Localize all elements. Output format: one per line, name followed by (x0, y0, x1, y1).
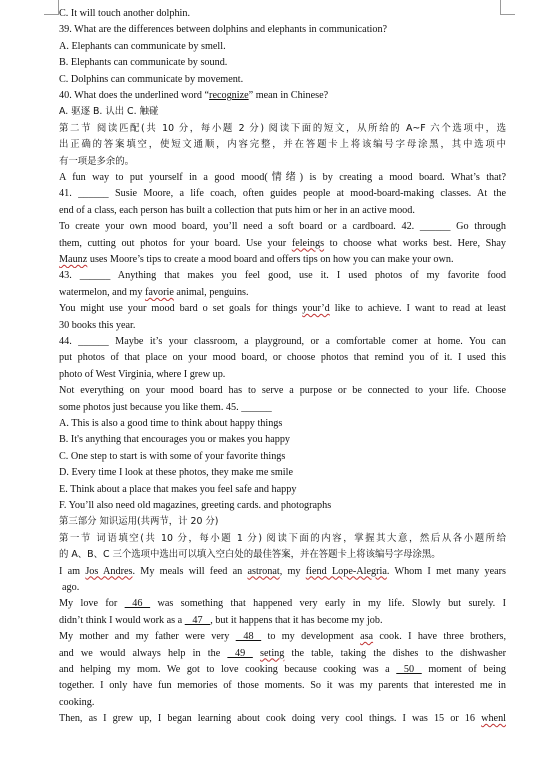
text-line: E. Think about a place that makes you feel safe and happy (59, 483, 297, 495)
text-line: 第一节 词语填空(共 10 分，每小题 1 分) 阅读下面的内容，掌握其大意，然后从各小题所给 (59, 532, 506, 544)
text-line: some photos just because you like them. 45. ______ (59, 401, 272, 413)
text-line: ago. (62, 582, 80, 594)
text-line: photo of West Virginia, where I grew up. (59, 368, 226, 380)
text-line: put photos of that place on your mood board, or choose photos that remind you of it. I used this (59, 352, 506, 364)
text-line: Not everything on your mood board has to serve a purpose or be connected to your life. Choose (59, 385, 506, 397)
text-line: watermelon, and my favorie animal, penguins. (59, 286, 249, 298)
text-line: 41. ______ Susie Moore, a life coach, often guides people at mood-board-making classes. At the (59, 188, 506, 200)
text-line: end of a class, each person has built a collection that puts him or her in an active mood. (59, 204, 415, 216)
text-line: cooking. (59, 696, 95, 708)
text-line: 40. What does the underlined word “recognize” mean in Chinese? (59, 90, 329, 102)
text-line: didn’t think I would work as a 47 , but it happens that it has become my job. (59, 614, 383, 626)
text-line: 44. ______ Maybe it’s your classroom, a playground, or a comfortable comer at home. You can (59, 336, 506, 347)
text-line: Maunz uses Moore’s tips to create a mood board and offers tips on how you can make your own. (59, 254, 454, 265)
text-line: D. Every time I look at these photos, they make me smile (59, 467, 293, 479)
text-line: You might use your mood bard o set goals for things your’d like to achieve. I want to read at least (59, 303, 506, 315)
text-line: A. 驱逐 B. 认出 C. 触碰 (59, 106, 159, 118)
text-line: I am Jos Andres. My meals will feed an astronat, my fiend Lope-Alegria. Whom I met many years (59, 565, 506, 577)
text-line: 39. What are the differences between dolphins and elephants in communication? (59, 24, 388, 36)
document-body (59, 6, 506, 728)
text-line: C. Dolphins can communicate by movement. (59, 73, 244, 85)
text-line: together. I only have fun memories of those moments. So it was my parents that interested me in (59, 680, 506, 692)
text-line: and helping my mom. We got to love cooking because cooking was a 50 moment of being (59, 664, 506, 675)
text-line: B. Elephants can communicate by sound. (59, 57, 228, 69)
text-line: To create your own mood board, you’ll need a soft board or a cardboard. 42. ______ Go through (59, 221, 506, 233)
text-line: and we would always help in the 49 seting the table, taking the dishes to the dishwasher (59, 647, 506, 659)
text-line: them, cutting out photos for your board. Use your feleings to choose what works best. Here, Shay (59, 237, 506, 249)
text-line: B. It's anything that encourages you or makes you happy (59, 434, 291, 446)
text-line: 有一项是多余的。 (59, 155, 135, 167)
text-line: 43. ______ Anything that makes you feel good, use it. I used photos of my favorite food (59, 270, 506, 282)
text-line: My love for 46 was something that happened very early in my life. Slowly but surely. I (59, 598, 506, 610)
text-line: 第三部分 知识运用(共两节，计 20 分) (59, 516, 219, 528)
text-line: 出正确的答案填空，使短文通顺，内容完整，并在答题卡上将该编号字母涂黑，其中选项中 (59, 139, 506, 151)
margin-corner-mark (44, 0, 59, 15)
text-line: C. It will touch another dolphin. (59, 8, 191, 19)
text-line: 第二节 阅读匹配(共 10 分，每小题 2 分) 阅读下面的短文，从所给的 A~F 六个选项中，选 (59, 122, 506, 134)
text-line: A. Elephants can communicate by smell. (59, 40, 226, 52)
text-line: 的 A、B、C 三个选项中选出可以填入空白处的最佳答案，并在答题卡上将该编号字母涂黑。 (59, 549, 441, 561)
text-line: Then, as I grew up, I began learning about cook doing very cool things. I was 15 or 16 whenl (59, 713, 506, 725)
text-line: 30 books this year. (59, 319, 136, 331)
text-line: A. This is also a good time to think about happy things (59, 417, 283, 429)
text-line: F. You’ll also need old magazines, greeting cards. and photographs (59, 500, 332, 512)
text-line: C. One step to start is with some of your favorite things (59, 450, 286, 462)
text-line: A fun way to put yourself in a good mood(情绪) is by creating a mood board. What’s that? (59, 172, 506, 184)
text-line: My mother and my father were very 48 to my development asa cook. I have three brothers, (59, 631, 506, 643)
